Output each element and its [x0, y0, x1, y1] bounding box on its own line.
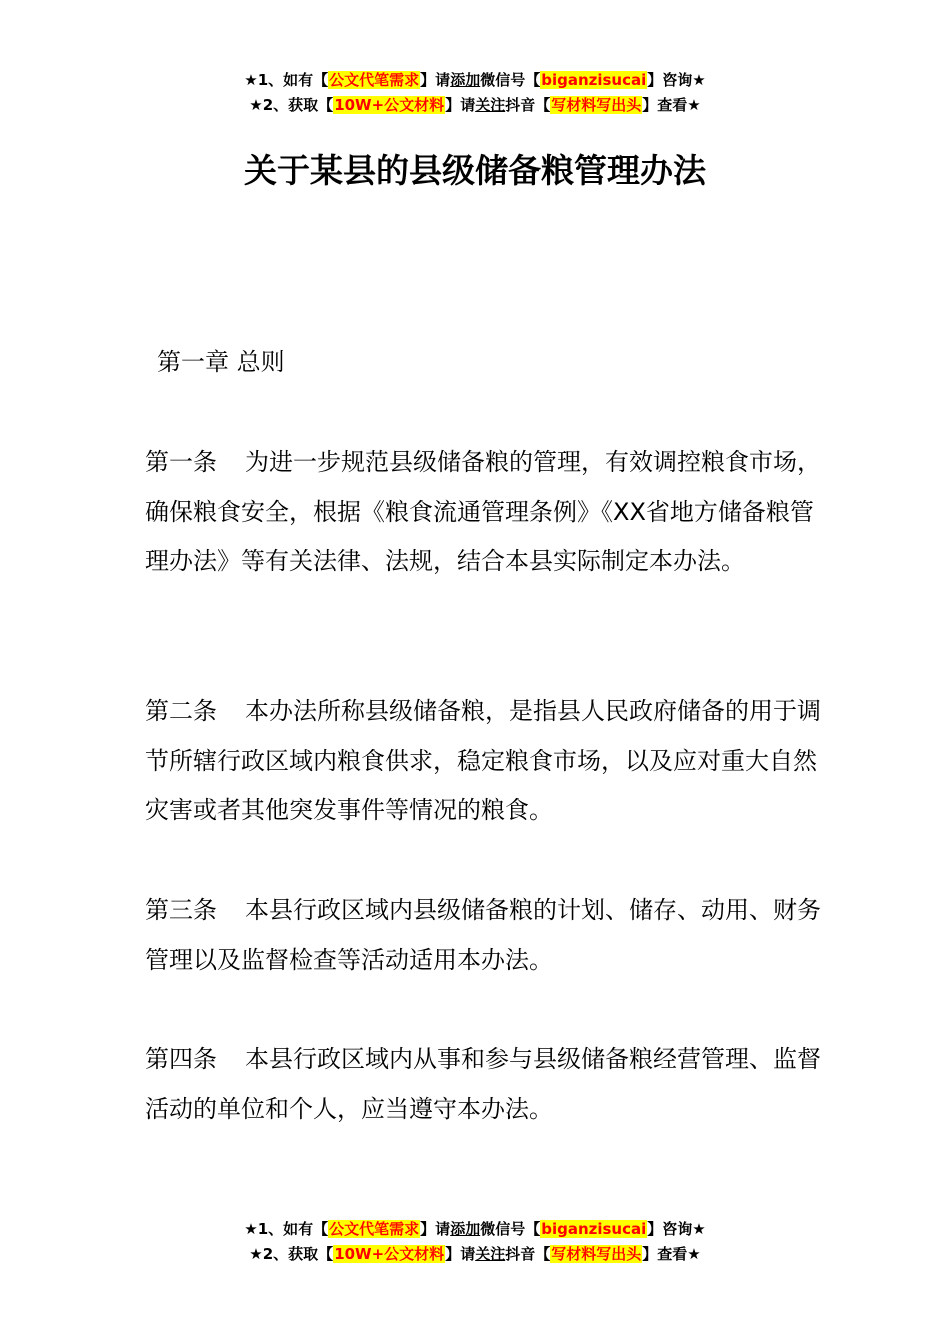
chapter-heading: 第一章 总则: [157, 348, 285, 376]
article-3: [145, 886, 825, 985]
promo-text: ★2、获取【: [249, 96, 334, 114]
promo-text: ★1、如有【: [244, 71, 329, 89]
article-label: 第四条: [145, 1045, 217, 1073]
promo-text: 】查看★: [642, 1245, 701, 1263]
promo-line-2: [0, 93, 950, 118]
promo-line-1: [0, 68, 950, 93]
promo-highlight: 写材料写出头: [551, 1245, 642, 1263]
promo-text: 】咨询★: [647, 1220, 706, 1238]
document-title: 关于某县的县级储备粮管理办法: [244, 151, 706, 190]
promo-highlight: 公文代笔需求: [329, 1220, 420, 1238]
promo-text: 】请: [445, 96, 476, 114]
promo-underline: 添加: [450, 1220, 481, 1238]
promo-line-2: [0, 1242, 950, 1267]
promo-text: 】咨询★: [647, 71, 706, 89]
promo-text: 抖音【: [505, 96, 551, 114]
article-label: 第二条: [145, 697, 217, 725]
article-1: [145, 438, 825, 587]
promo-text: 】请: [420, 1220, 451, 1238]
promo-underline: 关注: [475, 1245, 506, 1263]
article-text: 为进一步规范县级储备粮的管理，有效调控粮食市场，确保粮食安全，根据《粮食流通管理条例》《XX省地方储备粮管理办法》等有关法律、法规，结合本县实际制定本办法。: [145, 448, 821, 575]
promo-underline: 关注: [475, 96, 506, 114]
promo-text: 抖音【: [505, 1245, 551, 1263]
promo-text: 微信号【: [480, 1220, 541, 1238]
promo-highlight: biganzisucai: [541, 1220, 647, 1238]
promo-text: ★2、获取【: [249, 1245, 334, 1263]
promo-text: 微信号【: [480, 71, 541, 89]
article-text: 本办法所称县级储备粮，是指县人民政府储备的用于调节所辖行政区域内粮食供求，稳定粮食市场，以及应对重大自然灾害或者其他突发事件等情况的粮食。: [145, 697, 821, 824]
promo-highlight: biganzisucai: [541, 71, 647, 89]
article-4: [145, 1035, 825, 1134]
promo-text: ★1、如有【: [244, 1220, 329, 1238]
promo-text: 】请: [445, 1245, 476, 1263]
header-promo-banner: [0, 68, 950, 118]
promo-text: 】查看★: [642, 96, 701, 114]
promo-highlight: 10W+公文材料: [334, 1245, 445, 1263]
promo-highlight: 写材料写出头: [551, 96, 642, 114]
promo-line-1: [0, 1217, 950, 1242]
promo-underline: 添加: [450, 71, 481, 89]
promo-highlight: 公文代笔需求: [329, 71, 420, 89]
article-text: 本县行政区域内县级储备粮的计划、储存、动用、财务管理以及监督检查等活动适用本办法。: [145, 896, 821, 974]
promo-text: 】请: [420, 71, 451, 89]
footer-promo-banner: [0, 1217, 950, 1267]
article-label: 第一条: [145, 448, 217, 476]
article-text: 本县行政区域内从事和参与县级储备粮经营管理、监督活动的单位和个人，应当遵守本办法。: [145, 1045, 821, 1123]
promo-highlight: 10W+公文材料: [334, 96, 445, 114]
article-label: 第三条: [145, 896, 217, 924]
article-2: [145, 687, 825, 836]
